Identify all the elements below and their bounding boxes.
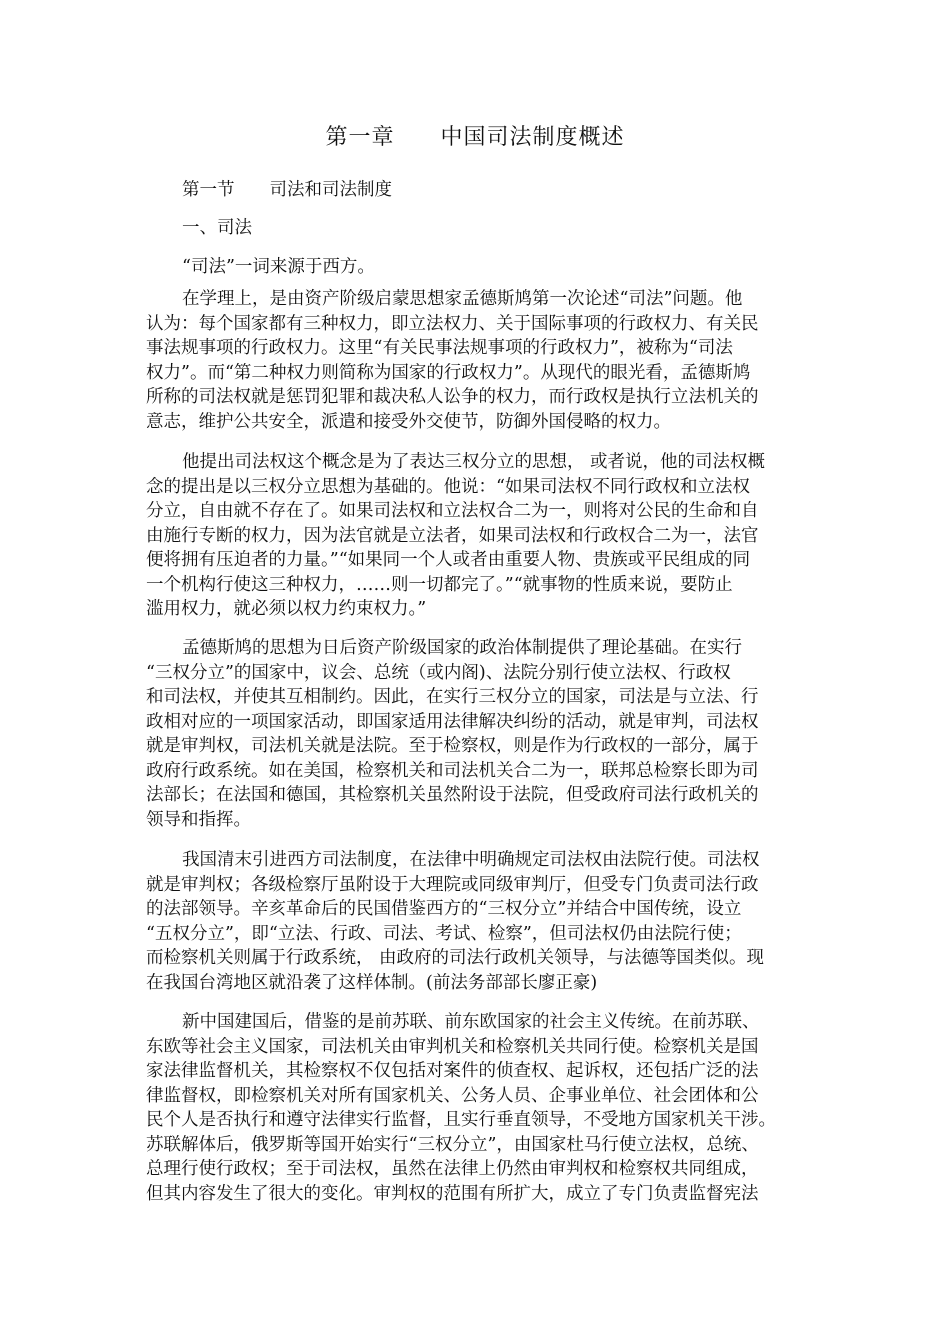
paragraph-line: 总理行使行政权；至于司法权，虽然在法律上仍然由审判权和检察权共同组成， (146, 1159, 759, 1179)
paragraph (146, 287, 812, 434)
paragraph-line: “五权分立”，即“立法、行政、司法、考试、检察”，但司法权仍由法院行使； (146, 923, 742, 944)
paragraph-line: “三权分立”的国家中，议会、总统（或内阁)、法院分别行使立法权、行政权 (146, 662, 731, 683)
paragraph-line: 意志，维护公共安全，派遣和接受外交使节，防御外国侵略的权力。 (146, 411, 671, 432)
paragraph (146, 1010, 812, 1206)
paragraph-line: 领导和指挥。 (146, 809, 251, 830)
paragraph-line: 认为：每个国家都有三种权力，即立法权力、关于国际事项的行政权力、有关民 (146, 313, 759, 334)
subsection-title: 一、司法 (182, 218, 252, 238)
paragraph-line: 政相对应的一项国家活动，即国家适用法律解决纠纷的活动，就是审判，司法权 (146, 711, 759, 732)
paragraph-line: 和司法权，并使其互相制约。因此，在实行三权分立的国家，司法是与立法、行 (146, 687, 759, 707)
paragraph-line: 法部长；在法国和德国，其检察机关虽然附设于法院，但受政府司法行政机关的 (146, 785, 759, 805)
paragraph-line: 但其内容发生了很大的变化。审判权的范围有所扩大，成立了专门负责监督宪法 (146, 1183, 759, 1204)
section-title: 第一节 司法和司法制度 (182, 180, 392, 200)
chapter-title: 第一章 中国司法制度概述 (325, 125, 625, 150)
paragraph-line: 分立，自由就不存在了。如果司法权和立法权合二为一，则将对公民的生命和自 (146, 501, 759, 521)
paragraph-line: 念的提出是以三权分立思想为基础的。他说：“如果司法权不同行政权和立法权 (146, 476, 750, 497)
paragraph-line: 苏联解体后，俄罗斯等国开始实行“三权分立”，由国家杜马行使立法权，总统、 (146, 1134, 759, 1155)
paragraph-line: 便将拥有压迫者的力量。”“如果同一个人或者由重要人物、贵族或平民组成的同 (146, 550, 751, 570)
paragraph-line: 就是审判权，司法机关就是法院。至于检察权，则是作为行政权的一部分，属于 (146, 736, 759, 756)
paragraph-line: 由施行专断的权力，因为法官就是立法者，如果司法权和行政权合二为一，法官 (146, 525, 759, 546)
paragraph-line: 滥用权力，就必须以权力约束权力。” (146, 599, 427, 619)
intro-sentence: “司法”一词来源于西方。 (182, 257, 375, 277)
paragraph (146, 848, 812, 995)
paragraph-line: 而检察机关则属于行政系统， 由政府的司法行政机关领导，与法德等国类似。现 (146, 948, 765, 968)
paragraph-line: 新中国建国后，借鉴的是前苏联、前东欧国家的社会主义传统。在前苏联、 (182, 1012, 760, 1032)
paragraph-line: 家法律监督机关，其检察权不仅包括对案件的侦查权、起诉权，还包括广泛的法 (146, 1061, 759, 1081)
paragraph-line: 我国清末引进西方司法制度，在法律中明确规定司法权由法院行使。司法权 (182, 850, 760, 870)
paragraph-line: 就是审判权；各级检察厅虽附设于大理院或同级审判厅，但受专门负责司法行政 (146, 874, 759, 895)
paragraph-line: 政府行政系统。如在美国，检察机关和司法机关合二为一，联邦总检察长即为司 (146, 760, 759, 781)
paragraph (146, 636, 812, 832)
paragraph (146, 450, 812, 622)
paragraph-line: 律监督权，即检察机关对所有国家机关、公务人员、企事业单位、社会团体和公 (146, 1085, 759, 1106)
paragraph-line: 他提出司法权这个概念是为了表达三权分立的思想， 或者说，他的司法权概 (182, 452, 766, 472)
paragraph-line: 所称的司法权就是惩罚犯罪和裁决私人讼争的权力，而行政权是执行立法机关的 (146, 387, 759, 407)
paragraph-line: 的法部领导。辛亥革命后的民国借鉴西方的“三权分立”并结合中国传统，设立 (146, 899, 742, 919)
paragraph-line: 一个机构行使这三种权力，……则一切都完了。”“就事物的性质来说，要防止 (146, 574, 733, 595)
paragraph-line: 孟德斯鸠的思想为日后资产阶级国家的政治体制提供了理论基础。在实行 (182, 638, 742, 658)
paragraph-line: 民个人是否执行和遵守法律实行监督，且实行垂直领导，不受地方国家机关干涉。 (146, 1110, 776, 1130)
paragraph-line: 在我国台湾地区就沿袭了这样体制。(前法务部部长廖正豪) (146, 972, 598, 993)
paragraph-line: 东欧等社会主义国家，司法机关由审判机关和检察机关共同行使。检察机关是国 (146, 1036, 759, 1057)
paragraph-line: 在学理上，是由资产阶级启蒙思想家孟德斯鸠第一次论述“司法”问题。他 (182, 289, 743, 309)
paragraph-line: 权力”。而“第二种权力则简称为国家的行政权力”。从现代的眼光看，孟德斯鸠 (146, 362, 751, 383)
paragraph-line: 事法规事项的行政权力。这里“有关民事法规事项的行政权力”，被称为“司法 (146, 338, 733, 358)
